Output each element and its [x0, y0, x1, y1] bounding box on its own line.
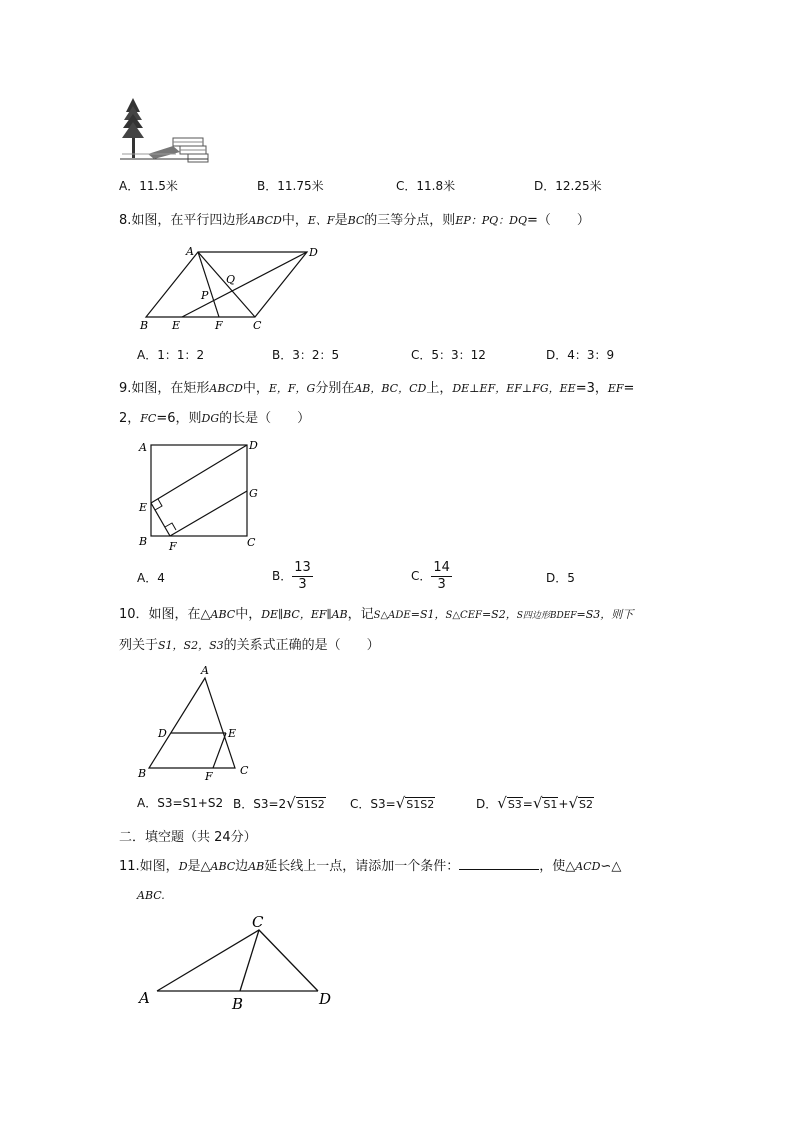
q10-triangle-figure [135, 660, 265, 785]
tree-icon [122, 98, 144, 158]
q8-label-p: P [201, 289, 209, 302]
q10-option-a[interactable]: A．S3=S1+S2 [137, 796, 224, 810]
q8-label-b: B [140, 319, 149, 332]
q11-label-c: C [252, 913, 264, 931]
q9-option-b-fraction: $\frac{13}{3}$ [294, 560, 311, 592]
q7-option-c[interactable]: C．11.8米 [396, 179, 456, 193]
q7-option-b[interactable]: B．11.75米 [257, 179, 324, 193]
q8-label-q: Q [226, 273, 236, 286]
q9-label-a: A [139, 441, 147, 454]
steps-icon [173, 138, 208, 162]
q10-label-a: A [201, 664, 209, 677]
tree-figure [118, 96, 210, 166]
q11-label-b: B [232, 995, 244, 1013]
q8-label-e: E [172, 319, 181, 332]
q10-label-b: B [138, 767, 147, 780]
q9-rectangle-figure [135, 435, 265, 555]
q9-option-d[interactable]: D．5 [546, 571, 575, 585]
q9-label-d: D [249, 439, 258, 452]
q10-option-b[interactable]: B．S3=2√S1S2 [233, 794, 325, 812]
q10-stem-line1: 10．如图，在△ABC中，DE∥BC，EF∥AB，记S△ADE=S1，S△CEF=S2，S四边形BDEF=S3，则下 [119, 607, 634, 622]
q11-label-a: A [139, 989, 150, 1007]
q8-stem: 8.如图，在平行四边形ABCD中，E、F是BC的三等分点，则EP：PQ：DQ=（ ） [119, 213, 590, 228]
q8-label-c: C [253, 319, 262, 332]
q11-stem-line1: 11.如图，D是△ABC边AB延长线上一点，请添加一个条件： ，使△ACD∽△ [119, 859, 622, 874]
q9-option-c[interactable]: C． $\frac{14}{3}$ [411, 560, 450, 592]
q10-option-d[interactable]: D．√S3=√S1+√S2 [476, 794, 594, 812]
q9-option-c-fraction: $\frac{14}{3}$ [433, 560, 450, 592]
q8-option-d[interactable]: D．4：3：9 [546, 348, 615, 362]
q9-stem-line1: 9.如图，在矩形ABCD中，E，F，G分别在AB，BC，CD上，DE⊥EF，EF⊥FG，EE=3，EF= [119, 381, 635, 396]
q7-option-d[interactable]: D．12.25米 [534, 179, 602, 193]
q10-stem-line2: 列关于S1，S2，S3的关系式正确的是（ ） [119, 638, 380, 653]
q10-label-e: E [228, 727, 237, 740]
q8-label-a: A [186, 245, 194, 258]
q10-option-c[interactable]: C．S3=√S1S2 [350, 794, 435, 812]
q9-option-b[interactable]: B． $\frac{13}{3}$ [272, 560, 311, 592]
q10-label-f: F [205, 770, 213, 783]
q8-parallelogram-figure [135, 240, 325, 335]
q9-label-c: C [247, 536, 256, 549]
q9-label-g: G [249, 487, 258, 500]
q11-stem-line2: ABC. [137, 889, 165, 902]
q8-option-c[interactable]: C．5：3：12 [411, 348, 486, 362]
q11-triangle-figure [135, 910, 345, 1015]
q10-label-c: C [240, 764, 249, 777]
q9-label-b: B [139, 535, 148, 548]
q11-answer-blank[interactable] [459, 857, 539, 870]
q8-label-f: F [215, 319, 223, 332]
section-fill-in-title: 二．填空题（共 24分） [119, 830, 257, 845]
q7-option-a[interactable]: A．11.5米 [119, 179, 178, 193]
q9-label-e: E [139, 501, 148, 514]
q9-option-a[interactable]: A．4 [137, 571, 165, 585]
q11-label-d: D [319, 990, 332, 1008]
q8-label-d: D [309, 246, 318, 259]
q10-label-d: D [158, 727, 167, 740]
q8-option-a[interactable]: A．1：1：2 [137, 348, 205, 362]
q9-stem-line2: 2，FC=6，则DG的长是（ ） [119, 411, 311, 426]
q8-option-b[interactable]: B．3：2：5 [272, 348, 340, 362]
q9-label-f: F [169, 540, 177, 553]
